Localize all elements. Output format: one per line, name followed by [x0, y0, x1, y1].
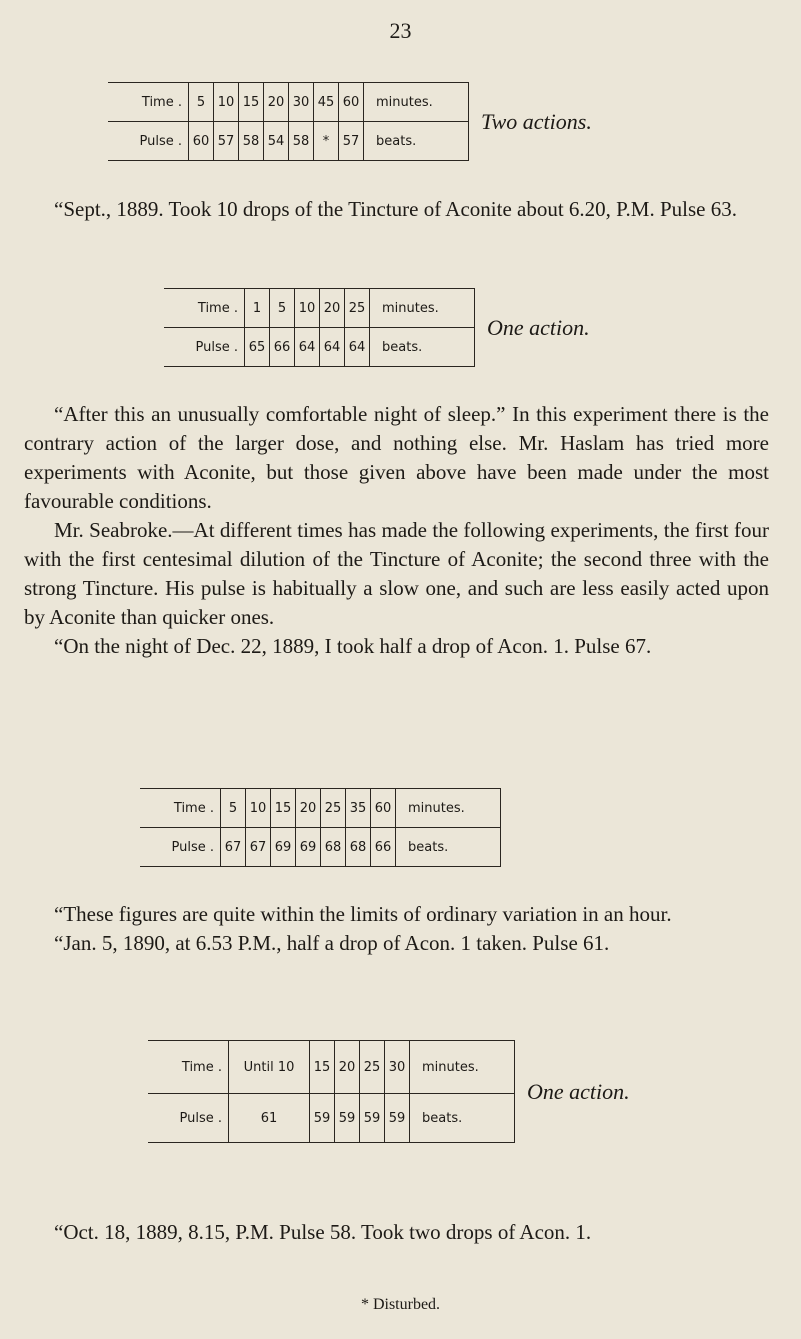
- time-cell: 25: [360, 1041, 385, 1094]
- paragraph-7-text: “Oct. 18, 1889, 8.15, P.M. Pulse 58. Took two drops of Acon. 1.: [54, 1220, 592, 1244]
- time-cell: 15: [239, 83, 264, 122]
- pulse-cell: 66: [270, 328, 295, 367]
- pulse-table-2: [164, 289, 474, 366]
- pulse-cell: 64: [320, 328, 345, 367]
- table-1-note: Two actions.: [481, 108, 592, 134]
- time-cell: 10: [246, 789, 271, 828]
- time-cell: 25: [321, 789, 346, 828]
- time-row: [108, 83, 468, 122]
- time-cell: 15: [271, 789, 296, 828]
- time-unit: minutes.: [370, 289, 475, 328]
- time-cell: 10: [295, 289, 320, 328]
- pulse-table-1-block: [108, 82, 592, 161]
- pulse-table-3: [140, 789, 500, 866]
- time-unit: minutes.: [410, 1041, 515, 1094]
- time-cell: 30: [289, 83, 314, 122]
- time-cell: 20: [335, 1041, 360, 1094]
- pulse-table-3-block: [140, 788, 501, 867]
- pulse-cell: *: [314, 122, 339, 161]
- time-cell: 25: [345, 289, 370, 328]
- time-cell: 30: [385, 1041, 410, 1094]
- time-unit: minutes.: [364, 83, 469, 122]
- pulse-cell: 59: [385, 1094, 410, 1143]
- pulse-row: [140, 828, 500, 867]
- pulse-unit: beats.: [370, 328, 475, 367]
- time-label: Time .: [148, 1041, 229, 1094]
- pulse-table-2-frame: [164, 288, 475, 367]
- pulse-cell: 60: [189, 122, 214, 161]
- pulse-table-3-frame: [140, 788, 501, 867]
- time-unit: minutes.: [396, 789, 501, 828]
- pulse-row: [148, 1094, 514, 1143]
- paragraph-1-text: “Sept., 1889. Took 10 drops of the Tincture of Aconite about 6.20, P.M. Pulse 63.: [54, 197, 737, 221]
- time-row: [164, 289, 474, 328]
- time-cell: 20: [320, 289, 345, 328]
- time-cell: 5: [270, 289, 295, 328]
- time-row: [140, 789, 500, 828]
- pulse-cell: 66: [371, 828, 396, 867]
- footnote: * Disturbed.: [360, 1296, 441, 1313]
- pulse-table-2-block: [164, 288, 590, 367]
- time-cell: 45: [314, 83, 339, 122]
- pulse-cell: 69: [271, 828, 296, 867]
- pulse-cell: 54: [264, 122, 289, 161]
- paragraph-5-text: “These figures are quite within the limits of ordinary variation in an hour.: [54, 902, 672, 926]
- paragraph-6-text: “Jan. 5, 1890, at 6.53 P.M., half a drop of Acon. 1 taken. Pulse 61.: [54, 931, 610, 955]
- time-cell: 60: [371, 789, 396, 828]
- pulse-cell: 67: [221, 828, 246, 867]
- paragraph-7: [24, 1218, 769, 1247]
- pulse-unit: beats.: [410, 1094, 515, 1143]
- pulse-unit: beats.: [364, 122, 469, 161]
- pulse-table-4: [148, 1041, 514, 1142]
- pulse-cell: 68: [321, 828, 346, 867]
- time-cell: 20: [296, 789, 321, 828]
- pulse-cell: 68: [346, 828, 371, 867]
- time-cell: 35: [346, 789, 371, 828]
- time-cell: 5: [189, 83, 214, 122]
- paragraph-1: [24, 195, 769, 224]
- time-label: Time .: [140, 789, 221, 828]
- pulse-label: Pulse .: [139, 133, 182, 149]
- pulse-cell: 58: [239, 122, 264, 161]
- pulse-cell: 64: [345, 328, 370, 367]
- pulse-label: Pulse .: [171, 839, 214, 855]
- pulse-cell: 58: [289, 122, 314, 161]
- table-4-note: One action.: [527, 1078, 630, 1104]
- paragraph-5: [24, 900, 769, 958]
- time-cell: 20: [264, 83, 289, 122]
- time-cell: Until 10: [229, 1041, 310, 1094]
- table-2-note: One action.: [487, 314, 590, 340]
- pulse-row: [164, 328, 474, 367]
- pulse-cell: 59: [335, 1094, 360, 1143]
- pulse-table-4-block: [148, 1040, 630, 1143]
- time-cell: 5: [221, 789, 246, 828]
- pulse-cell: 57: [339, 122, 364, 161]
- pulse-row: [108, 122, 468, 161]
- time-cell: 10: [214, 83, 239, 122]
- pulse-cell: 59: [360, 1094, 385, 1143]
- pulse-table-4-frame: [148, 1040, 515, 1143]
- paragraph-2-text: “After this an unusually comfortable night of sleep.” In this experiment there is the contrary action of the larger dose, and nothing else. Mr. Haslam has tried more experiments with Aconite, but those given above have been made under the most favourable conditions.: [24, 402, 769, 513]
- pulse-cell: 67: [246, 828, 271, 867]
- time-cell: 60: [339, 83, 364, 122]
- pulse-label: Pulse .: [179, 1110, 222, 1126]
- paragraph-4-text: “On the night of Dec. 22, 1889, I took half a drop of Acon. 1. Pulse 67.: [54, 634, 652, 658]
- paragraph-2: [24, 400, 769, 661]
- pulse-cell: 61: [229, 1094, 310, 1143]
- time-label: Time .: [164, 289, 245, 328]
- time-cell: 1: [245, 289, 270, 328]
- page-number: 23: [389, 18, 412, 43]
- pulse-cell: 69: [296, 828, 321, 867]
- time-row: [148, 1041, 514, 1094]
- pulse-table-1-frame: [108, 82, 469, 161]
- time-label: Time .: [108, 83, 189, 122]
- pulse-label: Pulse .: [195, 339, 238, 355]
- pulse-cell: 59: [310, 1094, 335, 1143]
- pulse-unit: beats.: [396, 828, 501, 867]
- pulse-table-1: [108, 83, 468, 160]
- paragraph-3-text: Mr. Seabroke.—At different times has made the following experiments, the first four with the first centesimal dilution of the Tincture of Aconite; the second three with the strong Tincture. His pulse is habitually a slow one, and such are less easily acted upon by Aconite than quicker ones.: [24, 518, 769, 629]
- pulse-cell: 64: [295, 328, 320, 367]
- pulse-cell: 57: [214, 122, 239, 161]
- pulse-cell: 65: [245, 328, 270, 367]
- time-cell: 15: [310, 1041, 335, 1094]
